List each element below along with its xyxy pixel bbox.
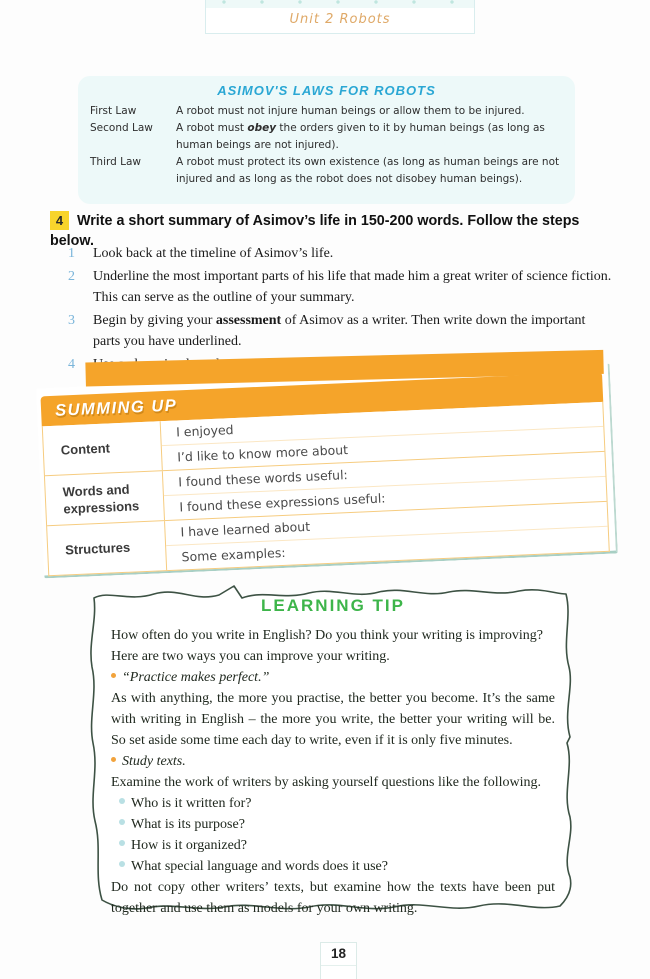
- tip-question-item: [119, 793, 555, 814]
- summing-up-table: [40, 372, 609, 576]
- asimov-laws-box: [78, 76, 575, 204]
- law-text: [176, 154, 563, 188]
- tip-bullet-heading: Study texts.: [122, 754, 186, 769]
- unit-title: Unit 2 Robots: [289, 12, 391, 27]
- law-row-second: [90, 120, 563, 154]
- step-text: [93, 243, 613, 265]
- tip-question-item: [119, 856, 555, 877]
- step-text: [93, 266, 613, 309]
- law-label: First Law: [90, 105, 137, 117]
- summing-up-body: [42, 402, 610, 576]
- tip-question-text: How is it organized?: [131, 838, 247, 853]
- tip-intro-line: How often do you write in English? Do you think your writing is improving?: [111, 628, 544, 643]
- step-text-bold: assessment: [215, 312, 282, 328]
- cyan-bullet-icon: [119, 861, 125, 867]
- law-text: [176, 103, 563, 120]
- summing-line: I found these words useful:: [178, 467, 349, 490]
- tip-bullet-item: [111, 667, 555, 688]
- tip-bullet-heading: “Practice makes perfect.”: [122, 670, 270, 685]
- summing-line: I enjoyed: [175, 422, 234, 440]
- tip-closing-text: Do not copy other writers’ texts, but examine how the texts have been put together and use them as models for your own writing.: [111, 880, 555, 916]
- cyan-bullet-icon: [119, 819, 125, 825]
- learning-tip-box: [84, 582, 580, 920]
- learning-tip-title: LEARNING TIP: [261, 596, 405, 615]
- law-text-part: A robot must protect its own existence (as long as human beings are not injured and as long as the robot does not disobey human beings).: [176, 156, 560, 185]
- step-number: 1: [68, 246, 75, 261]
- summing-line: I have learned about: [180, 518, 311, 540]
- summing-row-label: Structures: [47, 521, 167, 575]
- summing-row-label: Words and expressions: [45, 471, 165, 525]
- tip-question-item: [119, 835, 555, 856]
- tip-question-text: Who is it written for?: [131, 796, 252, 811]
- orange-bullet-icon: [111, 673, 116, 678]
- summing-row-label: Content: [43, 421, 163, 475]
- step-text-part: Look back at the timeline of Asimov’s life.: [93, 246, 334, 261]
- unit-header-box: [205, 0, 475, 34]
- tip-intro-line: Here are two ways you can improve your writing.: [111, 649, 390, 664]
- law-text-bold: obey: [247, 122, 277, 134]
- step-number: 4: [68, 356, 75, 372]
- law-label: Second Law: [90, 122, 153, 134]
- step-number: 2: [68, 268, 75, 284]
- summing-up-sheet: [36, 364, 618, 579]
- unit-header-decoration: [206, 0, 474, 8]
- summing-line: I found these expressions useful:: [164, 476, 607, 520]
- step-number: 3: [68, 312, 75, 328]
- law-row-third: [90, 154, 563, 188]
- cyan-bullet-icon: [119, 840, 125, 846]
- summing-line: I’d like to know more about: [162, 426, 605, 470]
- tip-question-item: [119, 814, 555, 835]
- step-text-part: Begin by giving your: [93, 312, 216, 328]
- tip-questions-list: [119, 793, 555, 877]
- learning-tip-content: [111, 596, 555, 919]
- law-text-part: A robot must: [176, 122, 248, 134]
- step-text: [93, 310, 613, 353]
- page-number-box: [320, 942, 357, 979]
- summing-line: Some examples:: [166, 526, 609, 570]
- law-text-part: the orders given to it by human beings (as long as human beings are not injured).: [176, 122, 545, 151]
- tip-body-text: Examine the work of writers by asking yourself questions like the following.: [111, 775, 542, 790]
- cyan-bullet-icon: [119, 798, 125, 804]
- law-label: Third Law: [90, 156, 141, 168]
- step-text-part: of Asimov as a writer. Then write down the important parts you have underlined.: [93, 312, 586, 349]
- tip-question-text: What is its purpose?: [131, 817, 245, 832]
- step-item: [68, 310, 613, 353]
- law-text: [176, 120, 563, 154]
- law-text-part: A robot must not injure human beings or allow them to be injured.: [176, 105, 525, 117]
- summing-up-title: SUMMING UP: [40, 372, 603, 426]
- exercise-heading: Write a short summary of Asimov’s life in 150-200 words. Follow the steps below.: [50, 213, 580, 249]
- tip-bullet-item: [111, 751, 555, 772]
- tip-body-text: As with anything, the more you practise, the better you become. It’s the same with writing in English – the more you write, the better your writing will be. So set aside some time each day to write, even if it is only five minutes.: [111, 691, 555, 748]
- exercise-number-badge: 4: [50, 211, 69, 230]
- tip-question-text: What special language and words does it use?: [131, 859, 388, 874]
- step-item: [68, 266, 613, 309]
- laws-box-title: ASIMOV'S LAWS FOR ROBOTS: [217, 83, 436, 98]
- orange-bullet-icon: [111, 757, 116, 762]
- law-row-first: [90, 103, 563, 120]
- step-text-part: Underline the most important parts of his life that made him a great writer of science fiction. This can serve as the outline of your summary.: [93, 268, 612, 305]
- page-number: 18: [321, 943, 356, 966]
- step-item: [68, 243, 613, 265]
